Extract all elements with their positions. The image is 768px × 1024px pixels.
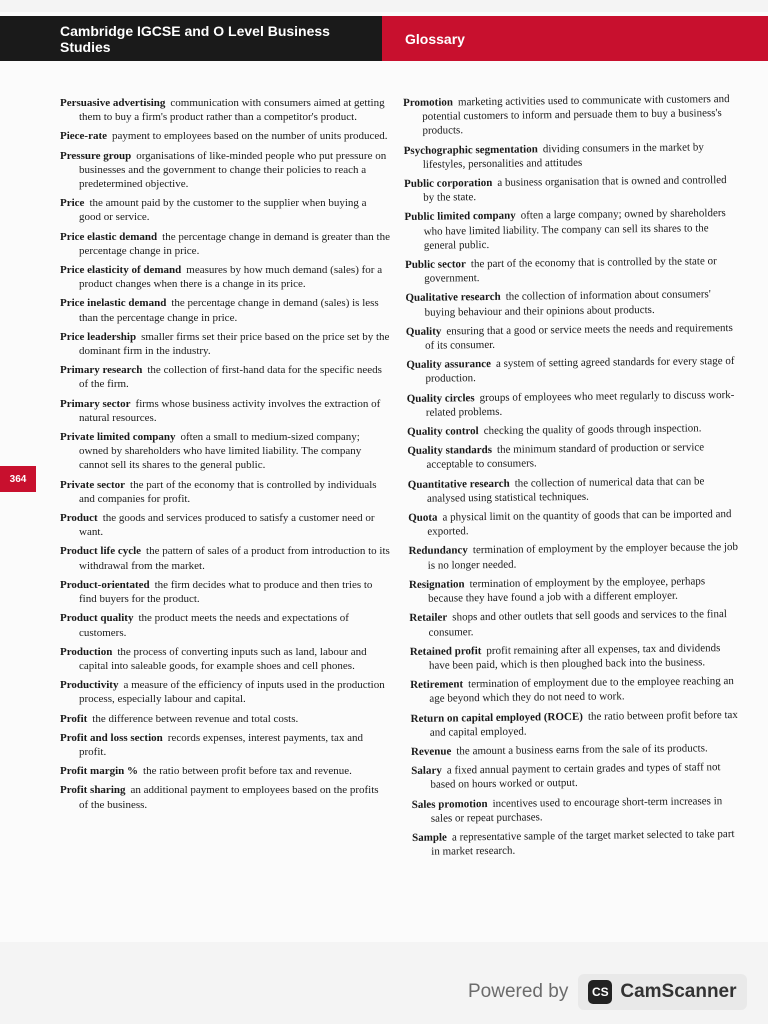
glossary-entry — [60, 430, 390, 473]
glossary-entry — [60, 764, 390, 778]
glossary-entry — [60, 678, 390, 706]
glossary-term: Public limited company — [404, 210, 516, 224]
glossary-entry — [60, 397, 390, 425]
glossary-definition: the part of the economy that is controlled by the state or government. — [424, 255, 717, 285]
glossary-definition: smaller firms set their price based on the price set by the dominant firm in the industry. — [79, 330, 390, 358]
glossary-term: Pressure group — [60, 149, 132, 162]
glossary-term: Product quality — [60, 612, 134, 625]
camscanner-watermark — [468, 972, 747, 1012]
glossary-term: Promotion — [403, 96, 454, 109]
glossary-term: Qualitative research — [405, 291, 501, 305]
glossary-term: Price — [60, 197, 85, 210]
glossary-entry — [60, 544, 390, 572]
glossary-entry — [404, 140, 734, 172]
glossary-entry — [406, 354, 736, 386]
glossary-entry — [60, 712, 390, 726]
glossary-definition: the ratio between profit before tax and capital employed. — [429, 708, 738, 739]
glossary-term: Profit margin % — [60, 765, 139, 778]
glossary-term: Profit sharing — [60, 784, 126, 797]
section-banner — [382, 16, 768, 61]
glossary-term: Quality assurance — [406, 358, 492, 372]
glossary-entry — [410, 674, 740, 706]
glossary-term: Sample — [411, 831, 447, 844]
glossary-right-column — [403, 92, 742, 864]
glossary-entry — [410, 641, 740, 673]
glossary-term: Price leadership — [60, 330, 137, 343]
glossary-entry — [407, 421, 737, 439]
glossary-entry — [404, 206, 734, 253]
glossary-definition: often a small to medium-sized company; owned by shareholders who have limited liability. The company cannot sell its shares to the general public. — [79, 431, 362, 472]
glossary-entry — [60, 731, 390, 759]
glossary-definition: incentives used to encourage short-term increases in sales or repeat purchases. — [430, 794, 723, 825]
glossary-entry — [405, 287, 735, 319]
glossary-definition: the amount a business earns from the sale of its products. — [456, 742, 708, 758]
glossary-definition: the collection of first-hand data for the specific needs of the firm. — [79, 364, 382, 391]
glossary-entry — [60, 96, 390, 124]
glossary-term: Production — [60, 645, 113, 658]
camscanner-brand: CamScanner — [620, 981, 737, 1002]
glossary-entry — [408, 474, 738, 506]
glossary-term: Price elastic demand — [60, 230, 158, 243]
glossary-definition: a measure of the efficiency of inputs used in the production process, especially labour and capital. — [79, 679, 385, 706]
glossary-entry — [60, 149, 390, 192]
glossary-definition: termination of employment due to the employee reaching an age beyond which they do not need to work. — [429, 675, 734, 706]
glossary-definition: the process of converting inputs such as land, labour and capital into saleable goods, for example shoes and cell phones. — [79, 645, 367, 672]
glossary-entry — [60, 230, 390, 258]
glossary-definition: payment to employees based on the number of units produced. — [112, 130, 388, 143]
glossary-definition: dividing consumers in the market by lifestyles, personalities and attitudes — [422, 140, 704, 171]
glossary-term: Quality circles — [406, 391, 475, 405]
glossary-term: Primary sector — [60, 397, 131, 410]
glossary-term: Return on capital employed (ROCE) — [410, 710, 583, 725]
glossary-definition: records expenses, interest payments, tax and profit. — [79, 731, 363, 758]
page-number: 364 — [0, 466, 36, 492]
glossary-entry — [60, 296, 390, 324]
glossary-definition: the pattern of sales of a product from introduction to its withdrawal from the market. — [79, 545, 390, 572]
glossary-entry — [60, 129, 390, 143]
glossary-term: Retained profit — [409, 644, 482, 658]
glossary-term: Profit and loss section — [60, 731, 163, 744]
glossary-entry — [408, 507, 738, 539]
camscanner-logo-icon: CS — [588, 980, 612, 1004]
glossary-term: Persuasive advertising — [60, 97, 166, 109]
glossary-definition: the goods and services produced to satisfy a customer need or want. — [79, 512, 375, 539]
glossary-entry — [60, 578, 390, 606]
glossary-term: Piece-rate — [60, 130, 108, 143]
glossary-entry — [60, 263, 390, 291]
glossary-term: Product — [60, 512, 98, 525]
section-title: Glossary — [405, 30, 465, 47]
glossary-term: Productivity — [60, 679, 119, 692]
glossary-term: Quota — [408, 511, 438, 525]
glossary-definition: a physical limit on the quantity of goods that can be imported and exported. — [427, 508, 732, 539]
glossary-definition: groups of employees who meet regularly to discuss work-related problems. — [425, 388, 735, 419]
glossary-entry — [412, 827, 742, 859]
glossary-entry — [60, 330, 390, 358]
glossary-definition: the product meets the needs and expectations of customers. — [79, 612, 349, 639]
glossary-term: Private sector — [60, 478, 126, 491]
glossary-entry — [405, 254, 735, 286]
glossary-term: Price elasticity of demand — [60, 264, 182, 277]
glossary-entry — [406, 321, 736, 353]
glossary-definition: termination of employment by the employer because the job is no longer needed. — [427, 541, 739, 572]
glossary-entry — [60, 645, 390, 673]
glossary-entry — [411, 741, 741, 759]
glossary-definition: organisations of like-minded people who put pressure on businesses and the government to change their policies to reach a predetermined objective. — [79, 149, 387, 191]
glossary-term: Primary research — [60, 364, 143, 377]
glossary-definition: the firm decides what to produce and then tries to find buyers for the product. — [79, 578, 373, 606]
glossary-definition: the percentage change in demand is greater than the percentage change in price. — [79, 230, 390, 257]
glossary-entry — [411, 707, 741, 739]
glossary-definition: often a large company; owned by shareholders who have limited liability. The company can sell its shares to the general public. — [423, 207, 726, 252]
glossary-term: Retailer — [409, 611, 448, 625]
glossary-definition: checking the quality of goods through inspection. — [483, 422, 702, 438]
glossary-term: Resignation — [408, 578, 465, 591]
glossary-term: Private limited company — [60, 431, 176, 444]
glossary-entry — [404, 173, 734, 205]
glossary-definition: a system of setting agreed standards for every stage of production. — [425, 355, 735, 386]
glossary-definition: the percentage change in demand (sales) is less than the percentage change in price. — [79, 297, 379, 324]
glossary-term: Public corporation — [404, 176, 493, 191]
glossary-entry — [60, 611, 390, 639]
glossary-term: Product-orientated — [60, 578, 150, 591]
glossary-term: Quantitative research — [407, 477, 510, 491]
glossary-entry — [60, 511, 390, 539]
glossary-term: Quality standards — [407, 444, 493, 458]
book-title: Cambridge IGCSE and O Level Business Studies — [60, 22, 330, 55]
glossary-entry — [408, 540, 738, 572]
glossary-term: Sales promotion — [411, 797, 488, 811]
glossary-term: Public sector — [404, 258, 466, 272]
glossary-entry — [409, 607, 739, 639]
glossary-definition: a business organisation that is owned and controlled by the state. — [423, 174, 727, 204]
glossary-definition: a fixed annual payment to certain grades and types of staff not based on hours worked or output. — [430, 761, 721, 792]
glossary-definition: the amount paid by the customer to the supplier when buying a good or service. — [79, 197, 367, 224]
camscanner-badge — [578, 974, 746, 1010]
glossary-entry — [412, 793, 742, 825]
glossary-entry — [409, 574, 739, 606]
glossary-entry — [60, 478, 390, 506]
glossary-definition: firms whose business activity involves the extraction of natural resources. — [79, 397, 381, 424]
glossary-entry — [407, 440, 737, 472]
glossary-definition: the collection of numerical data that can be analysed using statistical techniques. — [426, 475, 705, 505]
glossary-left-column — [60, 96, 390, 817]
glossary-entry — [60, 196, 390, 224]
book-title-banner — [0, 16, 382, 61]
glossary-definition: the collection of information about consumers' buying behaviour and their opinions about products. — [424, 288, 711, 319]
glossary-term: Salary — [411, 764, 442, 778]
glossary-term: Redundancy — [408, 544, 468, 558]
glossary-term: Quality — [405, 325, 442, 338]
glossary-definition: the minimum standard of production or service acceptable to consumers. — [426, 441, 705, 472]
glossary-term: Quality control — [407, 425, 479, 439]
powered-by-label: Powered by — [468, 981, 569, 1002]
glossary-definition: ensuring that a good or service meets the needs and requirements of its consumer. — [424, 321, 733, 352]
glossary-entry — [407, 388, 737, 420]
glossary-term: Retirement — [410, 678, 464, 692]
glossary-term: Revenue — [410, 745, 452, 758]
glossary-entry — [60, 363, 390, 391]
glossary-definition: an additional payment to employees based on the profits of the business. — [79, 784, 379, 811]
glossary-definition: termination of employment by the employee, perhaps because they have found a job with a different employer. — [428, 575, 706, 605]
glossary-definition: shops and other outlets that sell goods and services to the final consumer. — [428, 608, 727, 639]
glossary-entry — [411, 760, 741, 792]
glossary-entry — [60, 783, 390, 811]
glossary-term: Product life cycle — [60, 545, 142, 558]
glossary-definition: marketing activities used to communicate with customers and potential customers to inform and persuade them to buy a business's products. — [422, 93, 730, 138]
glossary-term: Profit — [60, 712, 88, 725]
glossary-definition: a representative sample of the target market selected to take part in market research. — [431, 827, 735, 858]
glossary-entry — [403, 92, 733, 139]
glossary-definition: the difference between revenue and total costs. — [92, 712, 299, 725]
glossary-term: Price inelastic demand — [60, 297, 167, 310]
glossary-term: Psychographic segmentation — [403, 142, 538, 157]
glossary-definition: profit remaining after all expenses, tax and dividends have been paid, which is then ploughed back into the business. — [428, 641, 721, 672]
glossary-definition: measures by how much demand (sales) for a product changes when there is a change in its price. — [79, 264, 383, 291]
glossary-definition: the part of the economy that is controlled by individuals and companies for profit. — [79, 478, 377, 505]
glossary-definition: the ratio between profit before tax and revenue. — [143, 765, 352, 778]
glossary-definition: communication with consumers aimed at getting them to buy a firm's product rather than a competitor's product. — [79, 97, 385, 124]
